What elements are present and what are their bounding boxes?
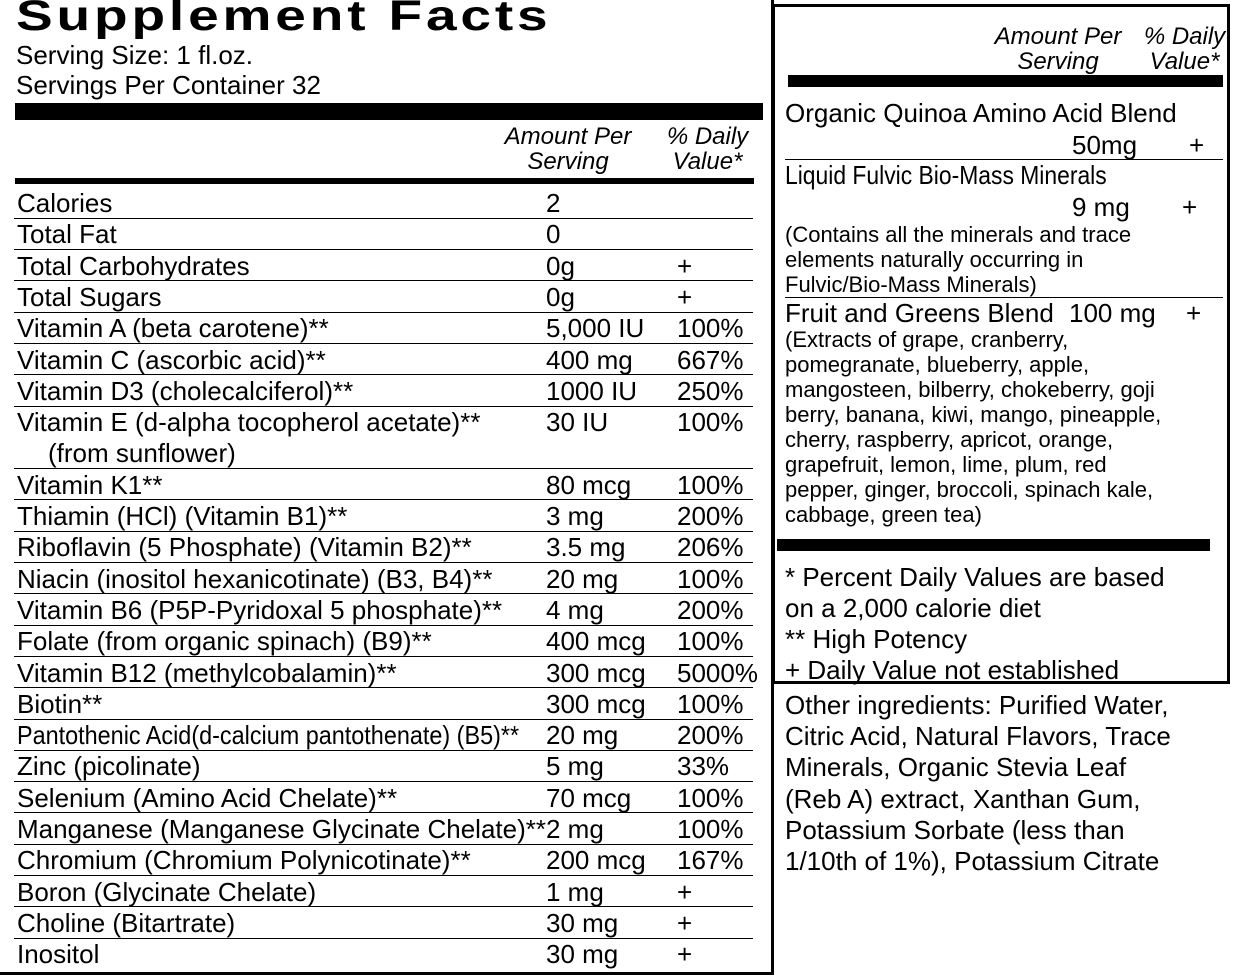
blend-panel xyxy=(772,4,1230,684)
nutrient-source-note: (from sunflower) xyxy=(48,438,236,469)
fulvic-minerals-dv: + xyxy=(1182,192,1198,222)
nutrient-row xyxy=(14,783,753,814)
nutrient-daily-value: + xyxy=(677,939,693,970)
nutrient-daily-value: 5000% xyxy=(677,657,758,688)
nutrient-name: Total Sugars xyxy=(17,281,162,312)
other-ingredients: Other ingredients: Purified Water, Citric Acid, Natural Flavors, Trace Minerals, Organic Stevia Leaf (Reb A) extract, Xanthan Gum, Potassium Sorbate (less than 1/10th of 1%), Potassium Citrate xyxy=(785,690,1171,877)
nutrient-name: Chromium (Chromium Polynicotinate)** xyxy=(17,845,471,876)
nutrient-row xyxy=(14,564,753,595)
nutrient-amount: 1 mg xyxy=(546,876,604,907)
nutrient-row xyxy=(14,219,753,250)
nutrient-daily-value: 100% xyxy=(677,407,744,438)
nutrient-name: Vitamin B6 (P5P-Pyridoxal 5 phosphate)** xyxy=(17,594,503,625)
fulvic-minerals-amount: 9 mg xyxy=(1072,192,1130,222)
quinoa-blend-name: Organic Quinoa Amino Acid Blend xyxy=(785,98,1177,128)
nutrient-row xyxy=(14,908,753,939)
nutrient-name: Zinc (picolinate) xyxy=(17,751,201,782)
servings-per-container: Servings Per Container 32 xyxy=(16,70,321,100)
nutrient-amount: 70 mcg xyxy=(546,782,632,813)
fulvic-minerals-name: Liquid Fulvic Bio-Mass Minerals xyxy=(785,160,1107,190)
nutrient-daily-value: 100% xyxy=(677,688,744,719)
nutrient-daily-value: 100% xyxy=(677,313,744,344)
nutrient-name: Total Fat xyxy=(17,219,117,250)
nutrient-row xyxy=(14,313,753,344)
nutrient-row xyxy=(14,939,753,969)
amount-per-serving-header: Amount Per Serving xyxy=(504,123,632,175)
nutrient-amount: 30 IU xyxy=(546,407,609,438)
nutrient-row xyxy=(14,814,753,845)
nutrient-daily-value: 100% xyxy=(677,814,744,844)
nutrient-row xyxy=(14,751,753,782)
nutrient-row xyxy=(14,720,753,751)
nutrient-name: Vitamin A (beta carotene)** xyxy=(17,313,329,344)
nutrient-name: Vitamin B12 (methylcobalamin)** xyxy=(17,657,397,688)
nutrient-amount: 300 mcg xyxy=(546,688,646,719)
nutrient-row xyxy=(14,595,753,626)
nutrient-amount: 4 mg xyxy=(546,594,604,625)
nutrient-row xyxy=(14,188,753,219)
fruit-greens-name: Fruit and Greens Blend xyxy=(785,298,1054,328)
nutrient-amount: 3.5 mg xyxy=(546,532,626,563)
nutrient-daily-value: 206% xyxy=(677,532,744,563)
nutrient-amount: 0g xyxy=(546,250,575,281)
nutrient-daily-value: 100% xyxy=(677,626,744,657)
nutrient-name: Vitamin K1** xyxy=(17,469,163,500)
nutrient-amount: 30 mg xyxy=(546,939,619,970)
nutrient-amount: 1000 IU xyxy=(546,375,638,406)
nutrient-amount: 20 mg xyxy=(546,563,619,594)
nutrient-amount: 20 mg xyxy=(546,720,619,751)
nutrient-name: Folate (from organic spinach) (B9)** xyxy=(17,626,432,657)
right-dv-header: % Daily Value* xyxy=(1143,23,1226,75)
nutrient-daily-value: 200% xyxy=(677,720,744,751)
nutrient-amount: 3 mg xyxy=(546,501,604,531)
quinoa-blend-dv: + xyxy=(1189,130,1205,160)
nutrient-amount: 5 mg xyxy=(546,751,604,782)
nutrient-amount: 200 mcg xyxy=(546,845,646,876)
nutrient-daily-value: 100% xyxy=(677,563,744,594)
nutrient-name: Vitamin C (ascorbic acid)** xyxy=(17,344,326,375)
fruit-greens-dv: + xyxy=(1186,298,1202,328)
nutrient-row xyxy=(14,626,753,657)
nutrient-amount: 400 mg xyxy=(546,344,633,375)
right-header-divider xyxy=(788,75,1223,87)
nutrient-amount: 80 mcg xyxy=(546,469,632,500)
nutrient-name: Selenium (Amino Acid Chelate)** xyxy=(17,782,398,813)
nutrient-row xyxy=(14,251,753,282)
serving-size: Serving Size: 1 fl.oz. xyxy=(16,40,253,70)
nutrient-daily-value: 167% xyxy=(677,845,744,876)
nutrient-name: Vitamin D3 (cholecalciferol)** xyxy=(17,375,354,406)
nutrient-name: Riboflavin (5 Phosphate) (Vitamin B2)** xyxy=(17,532,472,563)
fruit-greens-note: (Extracts of grape, cranberry, pomegranate, blueberry, apple, mangosteen, bilberry, chokeberry, goji berry, banana, kiwi, mango, pineapple, cherry, raspberry, apricot, orange, grapefruit, lemon, lime, plum, red pepper, ginger, broccoli, spinach kale, cabbage, green tea) xyxy=(785,327,1162,527)
nutrient-amount: 400 mcg xyxy=(546,626,646,657)
nutrient-amount: 0 xyxy=(546,219,561,250)
nutrient-daily-value: 200% xyxy=(677,501,744,531)
nutrient-row xyxy=(14,470,753,501)
nutrient-daily-value: 200% xyxy=(677,594,744,625)
nutrient-name: Total Carbohydrates xyxy=(17,250,250,281)
nutrient-daily-value: 100% xyxy=(677,782,744,813)
nutrient-row xyxy=(14,657,758,689)
nutrient-daily-value: 33% xyxy=(677,751,730,782)
nutrient-row xyxy=(14,877,753,908)
nutrient-row xyxy=(14,407,753,469)
panel-title: Supplement Facts xyxy=(16,0,552,40)
nutrient-name: Choline (Bitartrate) xyxy=(17,907,236,938)
nutrient-name: Vitamin E (d-alpha tocopherol acetate)** xyxy=(17,407,481,438)
thick-divider xyxy=(15,103,763,120)
daily-value-header: % Daily Value* xyxy=(666,123,749,175)
nutrient-row xyxy=(14,345,753,376)
nutrient-name: Manganese (Manganese Glycinate Chelate)** xyxy=(17,814,546,844)
footnote-divider xyxy=(777,539,1210,551)
nutrient-name: Biotin** xyxy=(17,688,103,719)
nutrient-name: Thiamin (HCl) (Vitamin B1)** xyxy=(17,501,348,531)
nutrient-amount: 30 mg xyxy=(546,907,619,938)
nutrient-name: Calories xyxy=(17,188,113,218)
nutrient-daily-value: 100% xyxy=(677,469,744,500)
nutrient-amount: 2 xyxy=(546,188,561,218)
nutrient-amount: 300 mcg xyxy=(546,657,646,688)
nutrient-name: Niacin (inositol hexanicotinate) (B3, B4)** xyxy=(17,563,493,594)
nutrient-row xyxy=(14,532,753,563)
quinoa-blend-amount: 50mg xyxy=(1072,130,1138,160)
nutrient-daily-value: 667% xyxy=(677,344,744,375)
nutrient-row xyxy=(14,376,753,407)
fulvic-note: (Contains all the minerals and trace elements naturally occurring in Fulvic/Bio-Mass Minerals) xyxy=(785,222,1132,297)
nutrient-name: Inositol xyxy=(17,939,100,970)
nutrient-row xyxy=(14,501,753,532)
nutrient-row xyxy=(14,689,753,720)
nutrient-daily-value: + xyxy=(677,876,693,907)
nutrient-amount: 0g xyxy=(546,281,575,312)
nutrient-daily-value: + xyxy=(677,907,693,938)
nutrient-row xyxy=(14,845,753,876)
header-divider xyxy=(15,178,754,184)
nutrient-amount: 2 mg xyxy=(546,814,604,844)
nutrient-row xyxy=(14,282,753,313)
nutrient-daily-value: + xyxy=(677,281,693,312)
nutrient-amount: 5,000 IU xyxy=(546,313,645,344)
nutrient-name: Boron (Glycinate Chelate) xyxy=(17,876,317,907)
footnotes: * Percent Daily Values are based on a 2,000 calorie diet ** High Potency + Daily Value not established xyxy=(785,562,1165,685)
right-amount-header: Amount Per Serving xyxy=(994,23,1122,75)
nutrient-name: Pantothenic Acid(d-calcium pantothenate) (B5)** xyxy=(17,720,520,751)
nutrient-daily-value: + xyxy=(677,250,693,281)
nutrient-daily-value: 250% xyxy=(677,375,744,406)
fruit-greens-amount: 100 mg xyxy=(1069,298,1156,328)
